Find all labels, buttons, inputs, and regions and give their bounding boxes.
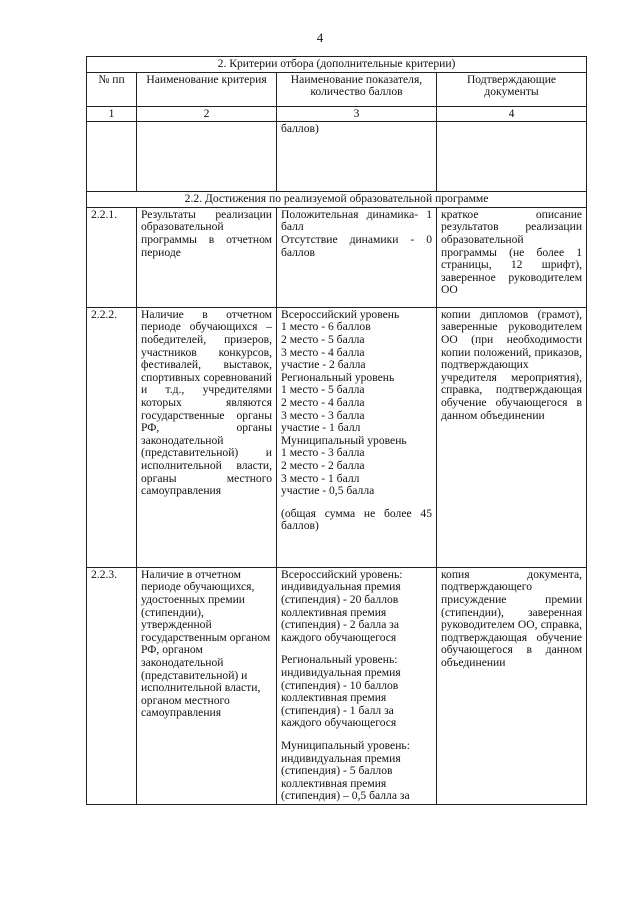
documents-cell: копии дипломов (грамот), заверенные руководителем ОО (при необходимости копии положений, приказов, подтверждающих учредителя мероприятия), справка, подтверждающая обучение обучающегося в данном объединении (437, 307, 587, 567)
indicator-cell (277, 207, 437, 307)
subsection-title: 2.2. Достижения по реализуемой образовательной программе (87, 192, 587, 208)
row-number: 2.2.1. (87, 207, 137, 307)
indicator-line: Положительная динамика- 1 балл (281, 207, 432, 234)
indicator-line: Отсутствие динамики - 0 баллов (281, 232, 432, 259)
indicator-line: 2 место - 4 балла (281, 395, 365, 409)
column-number-row (87, 106, 587, 122)
header-documents: Подтверждающие документы (437, 72, 587, 106)
indicator-line: 1 место - 3 балла (281, 446, 365, 460)
indicator-line: индивидуальная премия (стипендия) - 5 баллов (281, 751, 401, 778)
indicator-line: 2 место - 5 балла (281, 332, 365, 346)
indicator-line: 3 место - 4 балла (281, 345, 365, 359)
indicator-line: коллективная премия (стипендия) - 2 балла за каждого обучающегося (281, 605, 399, 644)
documents-cell: копия документа, подтверждающего присуждение премии (стипендии), заверенная руководителем ОО, справка, подтверждающая обучение обучающегося в данном объединении (437, 567, 587, 804)
indicator-line: 2 место - 2 балла (281, 458, 365, 472)
criteria-table (86, 56, 587, 805)
indicator-line: коллективная премия (стипендия) – 0,5 балла за (281, 776, 410, 803)
table-row (87, 207, 587, 307)
header-num: № пп (87, 72, 137, 106)
section-title: 2. Критерии отбора (дополнительные критерии) (87, 57, 587, 73)
col-number: 3 (277, 106, 437, 122)
header-criterion: Наименование критерия (137, 72, 277, 106)
indicator-line: индивидуальная премия (стипендия) - 20 баллов (281, 580, 401, 606)
indicator-line: участие - 1 балл (281, 421, 361, 435)
indicator-line: Муниципальный уровень (281, 433, 407, 447)
row-number: 2.2.2. (87, 307, 137, 567)
indicator-line: Региональный уровень (281, 370, 395, 384)
carryover-text: баллов) (277, 122, 437, 192)
indicator-line: 3 место - 3 балла (281, 408, 365, 422)
page-number: 4 (316, 30, 324, 45)
indicator-line: Региональный уровень: (281, 653, 398, 667)
row-number: 2.2.3. (87, 567, 137, 804)
indicator-line: 1 место - 6 баллов (281, 320, 371, 334)
col-number: 4 (437, 106, 587, 122)
indicator-line: 3 место - 1 балл (281, 471, 360, 485)
table-row (87, 567, 587, 804)
col-number: 1 (87, 106, 137, 122)
col-number: 2 (137, 106, 277, 122)
indicator-line: участие - 0,5 балла (281, 484, 375, 498)
indicator-line: Всероссийский уровень: (281, 567, 403, 581)
criterion-cell: Результаты реализации образовательной программы в отчетном периоде (137, 207, 277, 307)
documents-cell: краткое описание результатов реализации образовательной программы (не более 1 страницы, 12 шрифт), заверенное руководителем ОО (437, 207, 587, 307)
indicator-line: 1 место - 5 балла (281, 383, 365, 397)
criterion-cell: Наличие в отчетном периоде обучающихся – победителей, призеров, участников конкурсов, фестивалей, выставок, спортивных соревнований и т.д., учредителями которых являются государственные органы РФ, органы законодательной (представительной) и исполнительной власти, органы местного самоуправления (137, 307, 277, 567)
carryover-row (87, 122, 587, 192)
indicator-line: Всероссийский уровень (281, 307, 400, 321)
header-row (87, 72, 587, 106)
indicator-line: коллективная премия (стипендия) - 1 балл за каждого обучающегося (281, 691, 397, 730)
header-indicator: Наименование показателя, количество баллов (277, 72, 437, 106)
indicator-line: участие - 2 балла (281, 358, 366, 372)
indicator-cell (277, 567, 437, 804)
indicator-line: индивидуальная премия (стипендия) - 10 баллов (281, 665, 401, 692)
indicator-line: (общая сумма не более 45 баллов) (281, 506, 432, 533)
table-row (87, 307, 587, 567)
indicator-cell (277, 307, 437, 567)
indicator-line: Муниципальный уровень: (281, 738, 410, 752)
criterion-cell: Наличие в отчетном периоде обучающихся, удостоенных премии (стипендии), утвержденной государственным органом РФ, органом законодательной (представительной) и исполнительной власти, органом местного самоуправления (137, 567, 277, 804)
